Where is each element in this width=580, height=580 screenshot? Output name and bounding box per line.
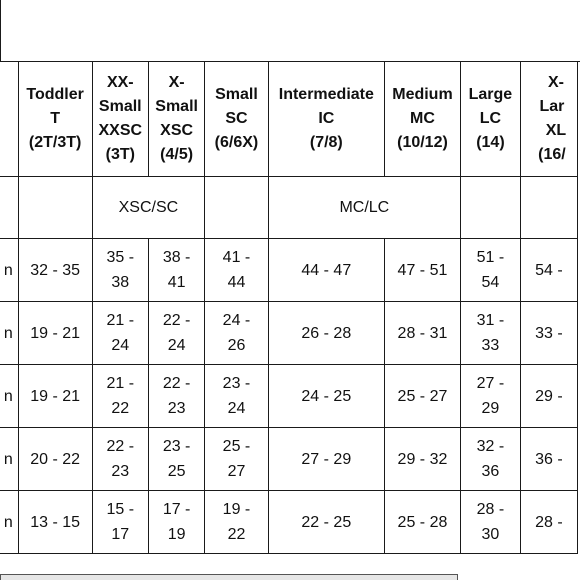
cell-x-small: 22 - 24 (148, 302, 204, 365)
cell-xx-small: 35 - 38 (92, 239, 148, 302)
table-row (0, 365, 578, 428)
bottom-scroll-bar[interactable] (0, 574, 458, 580)
row-label: n (0, 365, 18, 428)
cell-intermediate: 22 - 25 (268, 491, 384, 554)
group-cell-small (205, 177, 268, 239)
header-corner (0, 62, 18, 177)
column-header-small: Small SC (6/6X) (205, 62, 268, 177)
cell-large: 51 - 54 (460, 239, 520, 302)
cell-xx-small: 21 - 22 (92, 365, 148, 428)
cell-large: 27 - 29 (460, 365, 520, 428)
cell-x-large: 36 - (520, 428, 577, 491)
cell-x-large: 54 - (520, 239, 577, 302)
cell-intermediate: 24 - 25 (268, 365, 384, 428)
cell-x-large: 29 - (520, 365, 577, 428)
group-cell-xsc-sc: XSC/SC (92, 177, 205, 239)
table-row (0, 428, 578, 491)
cell-xx-small: 22 - 23 (92, 428, 148, 491)
cell-large: 31 - 33 (460, 302, 520, 365)
column-header-x-small: X- Small XSC (4/5) (148, 62, 204, 177)
column-header-toddler: Toddler T (2T/3T) (18, 62, 92, 177)
cell-x-small: 38 - 41 (148, 239, 204, 302)
cell-intermediate: 44 - 47 (268, 239, 384, 302)
cell-x-large: 28 - (520, 491, 577, 554)
row-label: n (0, 239, 18, 302)
row-label: n (0, 491, 18, 554)
group-cell-large (460, 177, 520, 239)
column-header-medium: Medium MC (10/12) (384, 62, 460, 177)
cell-toddler: 20 - 22 (18, 428, 92, 491)
column-header-x-large: X- Lar XL (16/ (520, 62, 577, 177)
table-row (0, 302, 578, 365)
table-row (0, 491, 578, 554)
cell-medium: 25 - 27 (384, 365, 460, 428)
group-cell-x-large (520, 177, 577, 239)
cell-toddler: 19 - 21 (18, 365, 92, 428)
cell-medium: 47 - 51 (384, 239, 460, 302)
cell-xx-small: 21 - 24 (92, 302, 148, 365)
group-cell-mc-lc: MC/LC (268, 177, 460, 239)
cell-small: 23 - 24 (205, 365, 268, 428)
measurement-rows (0, 239, 578, 554)
row-label: n (0, 302, 18, 365)
cell-small: 19 - 22 (205, 491, 268, 554)
header-row (0, 62, 578, 177)
cell-small: 24 - 26 (205, 302, 268, 365)
cell-medium: 29 - 32 (384, 428, 460, 491)
cell-toddler: 32 - 35 (18, 239, 92, 302)
cell-large: 32 - 36 (460, 428, 520, 491)
column-header-intermediate: Intermediate IC (7/8) (268, 62, 384, 177)
cell-x-large: 33 - (520, 302, 577, 365)
cell-toddler: 13 - 15 (18, 491, 92, 554)
cell-small: 41 - 44 (205, 239, 268, 302)
cell-medium: 28 - 31 (384, 302, 460, 365)
group-row-label (0, 177, 18, 239)
table-top-band (0, 0, 580, 62)
size-chart-table (0, 61, 578, 554)
cell-medium: 25 - 28 (384, 491, 460, 554)
cell-xx-small: 15 - 17 (92, 491, 148, 554)
row-label: n (0, 428, 18, 491)
cell-x-small: 23 - 25 (148, 428, 204, 491)
group-cell-toddler (18, 177, 92, 239)
column-header-xx-small: XX- Small XXSC (3T) (92, 62, 148, 177)
cell-x-small: 17 - 19 (148, 491, 204, 554)
group-row (0, 177, 578, 239)
cell-large: 28 - 30 (460, 491, 520, 554)
cell-intermediate: 26 - 28 (268, 302, 384, 365)
cell-intermediate: 27 - 29 (268, 428, 384, 491)
cell-x-small: 22 - 23 (148, 365, 204, 428)
table-row (0, 239, 578, 302)
column-header-large: Large LC (14) (460, 62, 520, 177)
cell-small: 25 - 27 (205, 428, 268, 491)
cell-toddler: 19 - 21 (18, 302, 92, 365)
